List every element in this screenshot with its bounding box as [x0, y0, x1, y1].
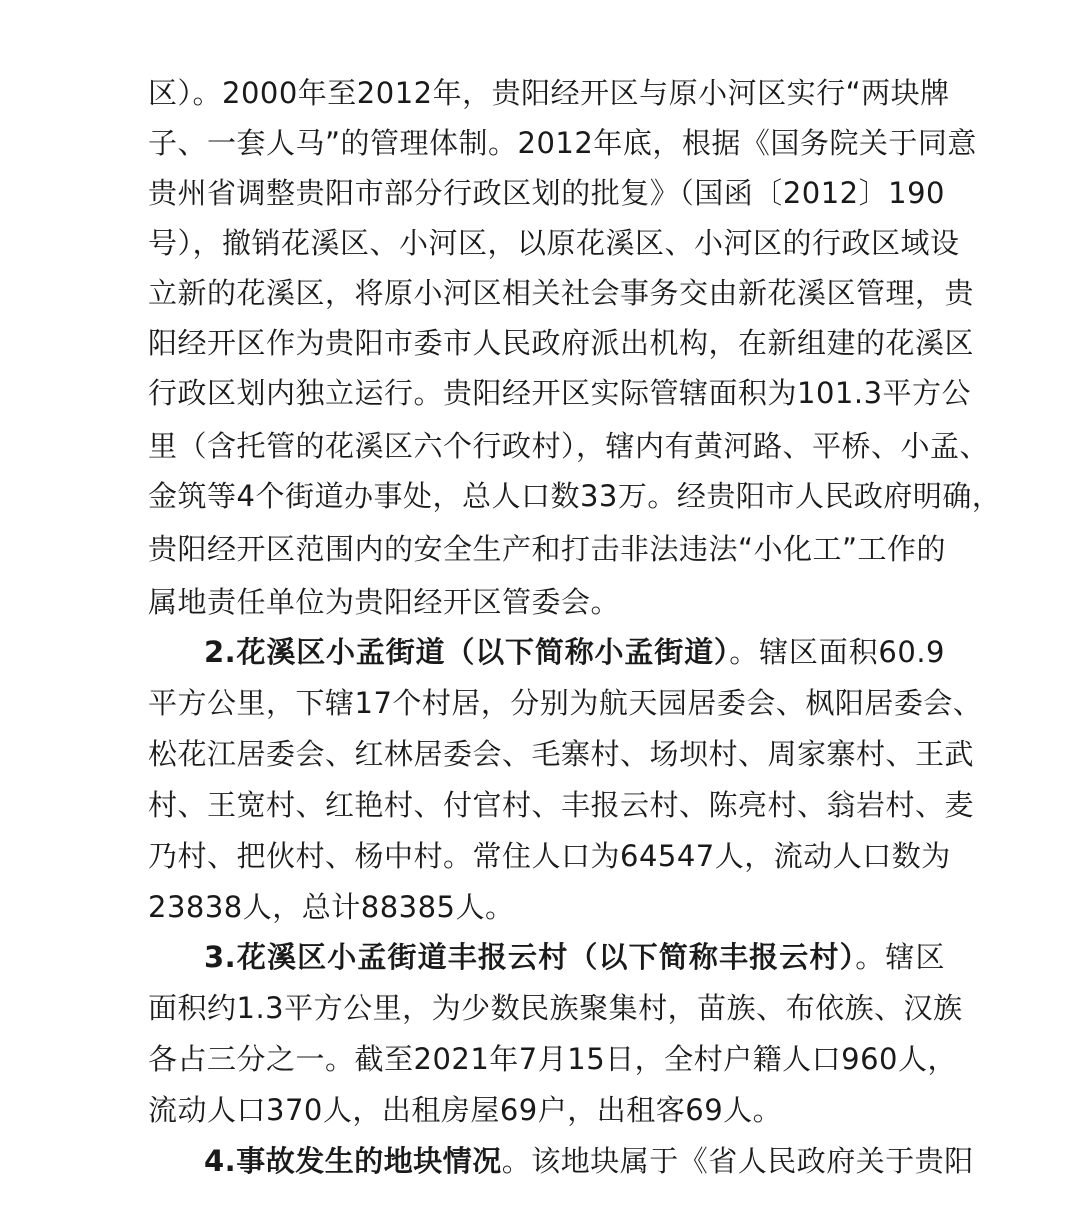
text-line: 立新的花溪区，将原小河区相关社会事务交由新花溪区管理，贵: [148, 276, 975, 310]
text-line: 松花江居委会、红林居委会、毛寨村、场坝村、周家寨村、王武: [148, 737, 975, 771]
paragraph-first-line: [204, 932, 945, 982]
text-line: 各占三分之一。截至2021年7月15日，全村户籍人口960人，: [148, 1042, 958, 1076]
text-line: 号），撤销花溪区、小河区，以原花溪区、小河区的行政区域设: [148, 226, 960, 260]
paragraph-first-line: [204, 627, 945, 677]
section-heading: 4.事故发生的地块情况: [204, 1144, 502, 1178]
text-line: 面积约1.3平方公里，为少数民族聚集村，苗族、布依族、汉族: [148, 991, 963, 1025]
section-heading: 2.花溪区小孟街道（以下简称小孟街道）: [204, 635, 730, 669]
text-line: 行政区划内独立运行。贵阳经开区实际管辖面积为101.3平方公: [148, 376, 972, 410]
paragraph-first-line: [204, 1136, 974, 1186]
text-run: 。辖区: [855, 940, 945, 974]
text-line: 贵州省调整贵阳市部分行政区划的批复》（国函〔2012〕190: [148, 176, 945, 210]
text-run: 。辖区面积60.9: [729, 635, 945, 669]
text-line: 阳经开区作为贵阳市委市人民政府派出机构，在新组建的花溪区: [148, 326, 975, 360]
section-heading: 3.花溪区小孟街道丰报云村（以下简称丰报云村）: [204, 940, 856, 974]
text-line: 村、王宽村、红艳村、付官村、丰报云村、陈亮村、翁岩村、麦: [148, 788, 975, 822]
text-line: 贵阳经开区范围内的安全生产和打击非法违法“小化工”工作的: [148, 532, 947, 566]
text-line: 23838人，总计88385人。: [148, 890, 515, 924]
text-line: 属地责任单位为贵阳经开区管委会。: [148, 585, 621, 619]
text-run: 。该地块属于《省人民政府关于贵阳: [501, 1144, 974, 1178]
text-line: 金筑等4个街道办事处，总人口数33万。经贵阳市人民政府明确，: [148, 479, 1002, 513]
text-line: 乃村、把伙村、杨中村。常住人口为64547人，流动人口数为: [148, 839, 951, 873]
text-line: 里（含托管的花溪区六个行政村），辖内有黄河路、平桥、小孟、: [148, 429, 990, 463]
text-line: 区）。2000年至2012年，贵阳经开区与原小河区实行“两块牌: [148, 76, 950, 110]
text-line: 平方公里，下辖17个村居，分别为航天园居委会、枫阳居委会、: [148, 686, 983, 720]
text-line: 流动人口370人，出租房屋69户，出租客69人。: [148, 1093, 783, 1127]
text-line: 子、一套人马”的管理体制。2012年底，根据《国务院关于同意: [148, 126, 977, 160]
